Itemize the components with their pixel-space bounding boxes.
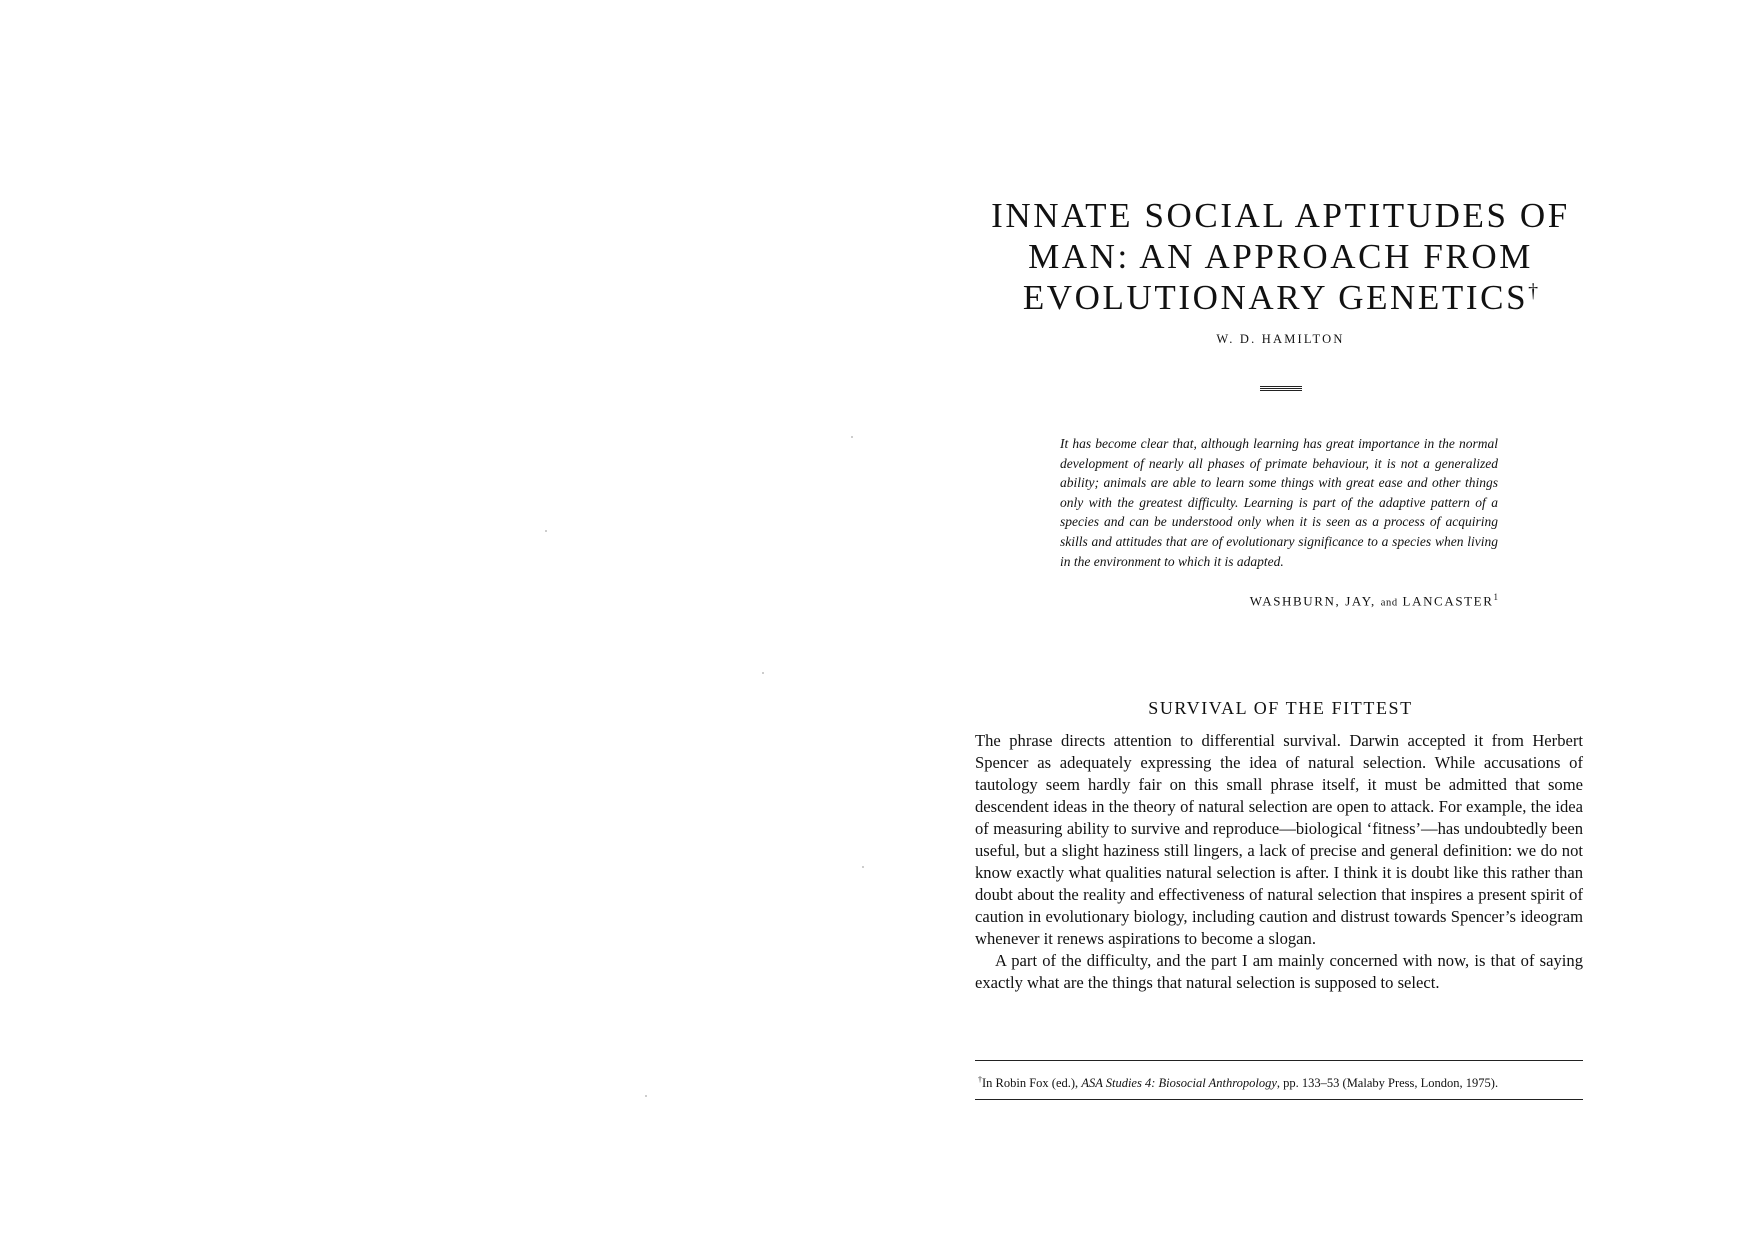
- body-paragraph-1: The phrase directs attention to differential survival. Darwin accepted it from Herbert Spencer as adequately expressing the idea of natural selection. While accusations of tautology seem hardly fair on this small phrase itself, it must be admitted that some descendent ideas in the theory of natural selection are open to attack. For example, the idea of measuring ability to survive and reproduce—biological ‘fitness’—has undoubtedly been useful, but a slight haziness still lingers, a lack of precise and general definition: we do not know exactly what qualities natural selection is after. I think it is doubt like this rather than doubt about the reality and effectiveness of natural selection that inspires a present spirit of caution in evolutionary biology, including caution and distrust towards Spencer’s ideogram whenever it renews aspirations to become a slogan.: [975, 731, 1583, 948]
- footnote-suffix: , pp. 133–53 (Malaby Press, London, 1975).: [1276, 1076, 1499, 1091]
- body-text: [975, 730, 1583, 994]
- scan-speck: [851, 436, 853, 438]
- article-title: [978, 195, 1583, 318]
- attribution-reference-number: 1: [1493, 592, 1498, 602]
- title-line-3: [978, 277, 1583, 318]
- ornament-divider: [1260, 386, 1302, 391]
- footnote-rule-bottom: [975, 1099, 1583, 1100]
- epigraph-quote: It has become clear that, although learning has great importance in the normal development of nearly all phases of primate behaviour, it is not a generalized ability; animals are able to learn some things with great ease and other things only with the greatest difficulty. Learning is part of the adaptive pattern of a species and can be understood only when it is seen as a process of acquiring skills and attitudes that are of evolutionary significance to a species when living in the environment to which it is adapted.: [1060, 436, 1498, 569]
- footnote-mark: †: [978, 1075, 982, 1084]
- footnote-prefix: In Robin Fox (ed.),: [982, 1076, 1082, 1091]
- right-page: [877, 0, 1755, 1240]
- author-name: W. D. HAMILTON: [1216, 332, 1345, 346]
- attribution-authors-2: LANCASTER: [1397, 593, 1494, 609]
- epigraph-attribution: [1160, 592, 1498, 609]
- title-footnote-mark: †: [1528, 280, 1539, 302]
- scan-speck: [645, 1095, 647, 1097]
- attribution-and: and: [1380, 597, 1398, 609]
- scan-speck: [545, 530, 547, 532]
- title-line-3-text: EVOLUTIONARY GENETICS: [1022, 278, 1529, 317]
- footnote-series-title: ASA Studies 4: Biosocial Anthropology: [1081, 1076, 1277, 1091]
- scan-speck: [762, 672, 764, 674]
- scan-speck: [862, 866, 864, 868]
- title-line-2: MAN: AN APPROACH FROM: [1028, 237, 1533, 276]
- title-line-1: INNATE SOCIAL APTITUDES OF: [991, 196, 1570, 235]
- left-page-blank: [0, 0, 877, 1240]
- section-heading: SURVIVAL OF THE FITTEST: [1148, 698, 1413, 718]
- footnote-rule-top: [975, 1060, 1583, 1061]
- attribution-authors-1: WASHBURN, JAY,: [1249, 593, 1381, 609]
- footnote: [978, 1072, 1583, 1091]
- body-paragraph-2: A part of the difficulty, and the part I am mainly concerned with now, is that of saying exactly what are the things that natural selection is supposed to select.: [975, 951, 1583, 992]
